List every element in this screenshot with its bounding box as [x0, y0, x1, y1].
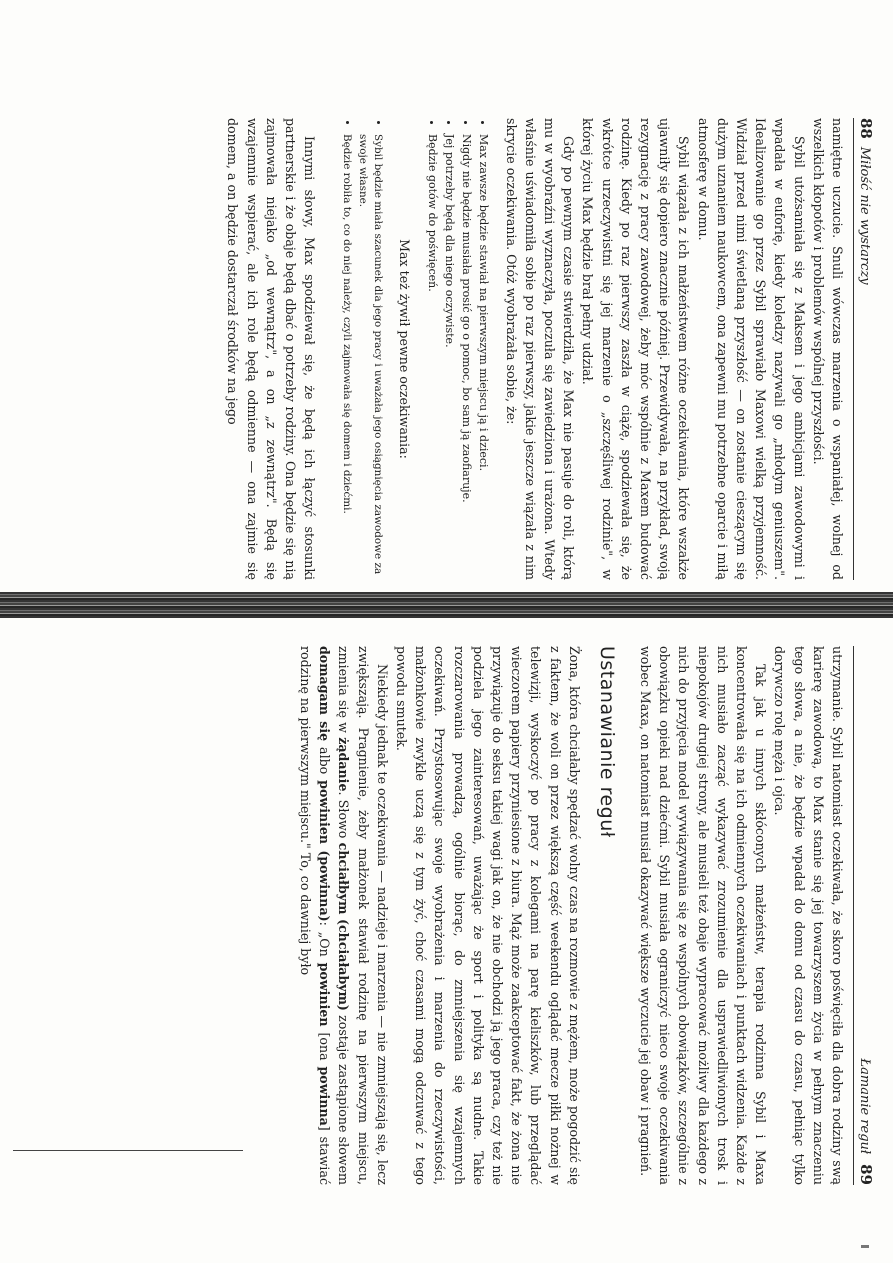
sybil-expectations-list: [424, 118, 491, 580]
left-paragraph-2: Sybil utożsamiała się z Maksem i jego ambicjami zawodowymi i wpadała w euforię, kiedy koledzy nazywali go „młodym geniuszem". Idealizowanie go przez Sybil sprawiało Maxowi wielką przyjemność. Widział przed nimi świetlaną przyszłość — on zostanie cieszącym się dużym uznaniem naukowcem, ona zapewni mu potrzebne oparcie i miłą atmosferę w domu.: [695, 118, 807, 580]
max-expectations-list: [339, 118, 385, 580]
emphasis-powinien-powinna: powinien (powinna): [317, 780, 333, 922]
margin-rule: [13, 1150, 243, 1151]
left-paragraph-5: Max też żywił pewne oczekiwania:: [397, 239, 413, 459]
left-paragraph-6: Innymi słowy, Max spodziewał się, że będą ich łączyć stosunki partnerskie i że obaje będą dbać o potrzeby rodziny. Ona będzie się nią zajmowała niejako „od wewnątrz", a on „z zewnątrz". Będą się wzajemnie wspierać, ale ich role będą odmienne — ona zajmie się domem, a on będzie dostarczał środków na jego: [225, 118, 318, 580]
page-number-right: 89: [857, 1164, 875, 1185]
emphasis-zadanie: żądanie: [336, 737, 352, 792]
right-page: [0, 624, 893, 1263]
list-item: • Max zawsze będzie stawiał na pierwszym miejscu ją i dzieci.: [475, 134, 491, 580]
book-gutter: [0, 592, 893, 618]
right-paragraph-1: utrzymanie. Sybil natomiast oczekiwała, że skoro poświęciła dla dobra rodziny swą karierę zawodową, to Max stanie się jej towarzyszem życia w pełnym znaczeniu tego słowa, a nie, że będzie wpadał do domu od czasu do czasu, pełniąc tylko dorywczo rolę męża i ojca.: [772, 646, 845, 1185]
list-item: • Jej potrzeby będą dla niego oczywiste.: [441, 134, 457, 580]
list-item: • Sybil będzie miała szacunek dla jego pracy i uważała jego osiągnięcia zawodowe za swoje własne.: [355, 134, 385, 580]
emphasis-powinien: powinien: [317, 962, 333, 1027]
right-paragraph-4: Niekiedy jednak te oczekiwania — nadzieje i marzenia — nie zmniejszają się, lecz zwiększają. Pragnienie, żeby małżonek stawiał rodzinę na pierwszym miejscu, zmienia się w żądanie. Słowo chciałbym (chciałabym) zostaje zastąpione słowem domagam się albo powinien (powinna): „On powinien [ona powinna] stawiać rodzinę na pierwszym miejscu." To, co dawniej było: [297, 646, 390, 1186]
section-heading: Ustanawianie reguł: [595, 646, 618, 838]
right-running-head: [853, 646, 875, 1185]
list-item: • Nigdy nie będzie musiała prosić go o pomoc, bo sam ją zaofiaruje.: [458, 134, 474, 580]
left-running-head: [853, 118, 875, 580]
list-item: • Będzie robiła to, co do niej należy, czyli zajmowała się domem i dziećmi.: [339, 134, 354, 580]
running-title-right: Łamanie reguł: [857, 1058, 872, 1155]
left-paragraph-4: Gdy po pewnym czasie stwierdziła, że Max nie pasuje do roli, którą mu w wyobraźni wyznaczyła, poczuła się zawiedziona i urażona. Wtedy właśnie uświadomiła sobie po raz pierwszy, jakie jeszcze wiązała z nim skrycie oczekiwania. Otóż wyobrażała sobie, że:: [503, 118, 577, 580]
left-page: [0, 0, 893, 600]
emphasis-domagam: domagam się: [317, 646, 333, 742]
right-paragraph-2: Tak jak u innych skłóconych małżeństw, terapia rodzinna Sybil i Maxa koncentrowała się na ich odmiennych oczekiwaniach i punktach widzenia. Każde z nich musiało zacząć wykazywać zrozumienie dla usprawiedliwionych trosk i niepokojów drugiej strony, ale musieli też obaje wypracować możliwy dla każdego z nich do przyjęcia model wywiązywania się ze wspólnych obowiązków, szczególnie z obowiązku opieki nad dziećmi. Sybil musiała ograniczyć nieco swoje oczekiwania wobec Maxa, on natomiast musiał okazywać większe wyczucie jej obaw i pragnień.: [637, 646, 769, 1185]
right-paragraph-3: Żona, która chciałaby spędzać wolny czas na rozmowie z mężem, może pogodzić się z faktem, że woli on przez większą część weekendu oglądać mecze piłki nożnej w telewizji, wyskoczyć po pracy z kolegami na parę kieliszków, lub przeglądać wieczorem papiery przyniesione z biura. Mąż może zaakceptować fakt, że żona nie przywiązuje do seksu takiej wagi jak on, że nie obchodzi ją jego praca, czy też nie podziela jego zainteresowań, uważając że sport i polityka są nudne. Takie rozczarowania prowadzą, ogólnie biorąc, do zmniejszenia się wzajemnych oczekiwań. Przystosowując swoje wyobrażenia i marzenia do rzeczywistości, małżonkowie zwykle uczą się z tym żyć, choć czasami mogą odczuwać z tego powodu smutek.: [393, 646, 582, 1185]
scan-mark: [861, 1245, 869, 1248]
left-paragraph-1: namiętne uczucie. Snuli wówczas marzenia o wspaniałej, wolnej od wszelkich kłopotów i problemów wspólnej przyszłości.: [810, 118, 845, 580]
running-title-left: Miłość nie wystarczy: [857, 146, 872, 285]
left-paragraph-3: Sybil wiązała z ich małżeństwem różne oczekiwania, które wszakże ujawniły się dopiero znacznie później. Przewidywała, na przykład, swoją rezygnację z pracy zawodowej, żeby móc wspólnie z Maxem budować rodzinę. Kiedy po raz pierwszy zaszła w ciążę, spodziewała się, że wkrótce urzeczywistni się jej marzenie o „szczęśliwej rodzinie", w której życiu Max będzie brał pełny udział.: [580, 118, 692, 580]
list-item: • Będzie gotów do poświęceń.: [424, 134, 440, 580]
emphasis-powinna: powinna: [317, 1066, 333, 1126]
page-number-left: 88: [857, 118, 875, 139]
emphasis-chcialbym: chciałbym (chciałabym): [336, 842, 352, 1011]
